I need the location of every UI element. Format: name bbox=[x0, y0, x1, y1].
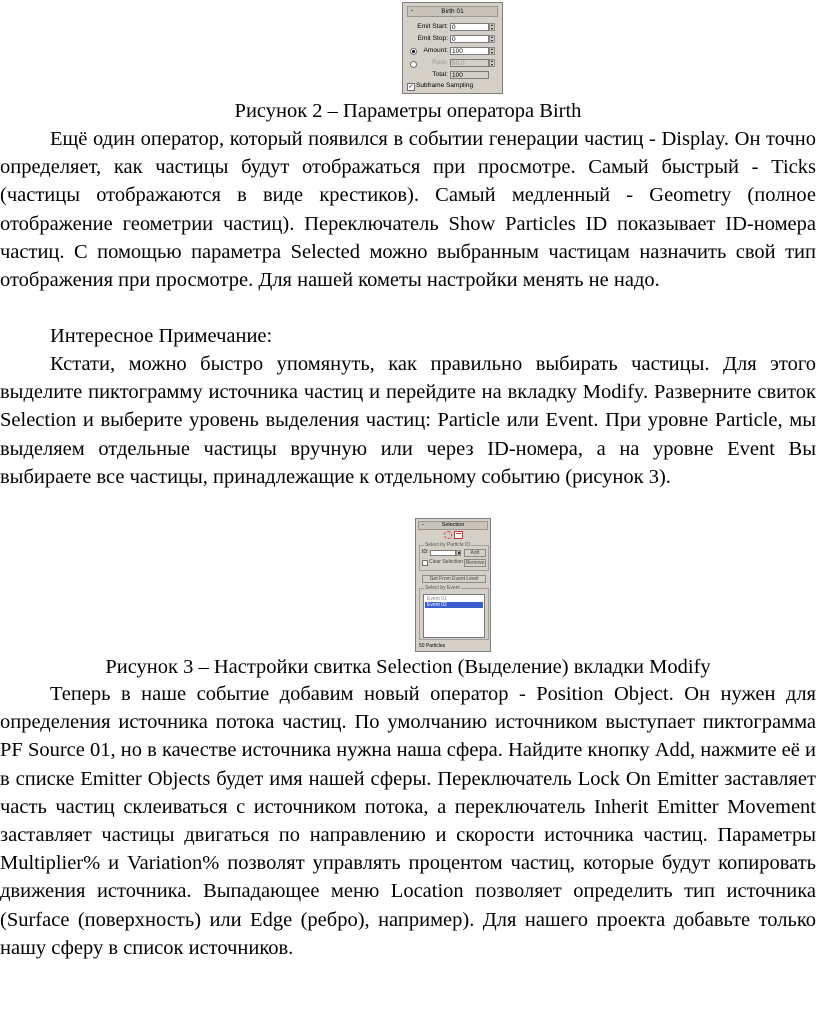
rate-label: Rate: bbox=[432, 59, 448, 66]
clear-selection-checkbox[interactable] bbox=[422, 560, 428, 566]
subframe-sampling-checkbox[interactable]: ✓ bbox=[408, 84, 414, 90]
rate-spinner[interactable] bbox=[489, 59, 495, 67]
select-by-id-label: Select by Particle ID bbox=[425, 542, 471, 548]
collapse-icon: - bbox=[422, 522, 424, 528]
amount-radio[interactable] bbox=[410, 48, 417, 55]
id-label: ID: bbox=[422, 549, 429, 555]
total-label: Total: bbox=[432, 71, 448, 78]
particle-id-spinner[interactable] bbox=[456, 550, 461, 556]
list-item[interactable]: Event 01 bbox=[427, 596, 447, 602]
rate-radio[interactable] bbox=[410, 61, 417, 68]
add-button[interactable]: Add bbox=[464, 549, 486, 557]
emit-start-field[interactable]: 0 bbox=[450, 23, 489, 31]
rollout-title: Selection bbox=[441, 522, 465, 528]
list-item[interactable]: Event 02 bbox=[425, 602, 483, 608]
particle-count-status: 50 Particles bbox=[419, 643, 446, 649]
particle-level-icon[interactable] bbox=[444, 531, 452, 539]
birth-rollout-panel bbox=[402, 2, 503, 94]
particle-id-field[interactable] bbox=[430, 550, 456, 556]
emit-stop-field[interactable]: 0 bbox=[450, 35, 489, 43]
select-by-event-label: Select by Event bbox=[425, 585, 460, 591]
paragraph-selection-tip: Кстати, можно быстро упомянуть, как правильно выбирать частицы. Для этого выделите пиктограмму источника частиц и перейдите на вкладку Modify. Разверните свиток Selection и выберите уровень выделения частиц: Particle или Event. При уровне Particle, мы выделяем отдельные частицы вручную или через ID-номера, а на уровне Event Вы выбираете все частицы, принадлежащие к отдельному событию (рисунок 3). bbox=[0, 353, 816, 488]
remove-button[interactable]: Remove bbox=[465, 560, 485, 566]
amount-label: Amount: bbox=[423, 47, 448, 54]
subframe-sampling-label: Subframe Sampling bbox=[416, 82, 474, 89]
event-level-icon[interactable] bbox=[454, 531, 463, 539]
figure3-caption: Рисунок 3 – Настройки свитка Selection (Выделение) вкладки Modify bbox=[105, 656, 711, 678]
amount-spinner[interactable] bbox=[489, 47, 495, 55]
emit-start-spinner[interactable] bbox=[489, 23, 495, 31]
selection-rollout-header[interactable] bbox=[418, 521, 488, 530]
collapse-icon: - bbox=[411, 8, 414, 15]
total-value: 100 bbox=[450, 71, 489, 79]
clear-selection-label: Clear Selection bbox=[429, 559, 463, 565]
emit-stop-label: Emit Stop: bbox=[417, 35, 448, 42]
get-from-event-level-button[interactable]: Get From Event Level bbox=[422, 575, 486, 583]
emit-stop-spinner[interactable] bbox=[489, 35, 495, 43]
select-by-id-group bbox=[419, 542, 489, 571]
rate-field[interactable]: 60,0 bbox=[450, 59, 489, 67]
select-by-event-group bbox=[419, 585, 489, 640]
rollout-title: Birth 01 bbox=[441, 8, 464, 15]
emit-start-label: Emit Start: bbox=[417, 23, 448, 30]
birth-rollout-header[interactable] bbox=[407, 6, 498, 17]
selection-rollout-panel bbox=[415, 518, 491, 652]
paragraph-note-heading: Интересное Примечание: bbox=[50, 325, 273, 347]
event-listbox[interactable] bbox=[423, 594, 485, 638]
paragraph-display-operator: Ещё один оператор, который появился в событии генерации частиц - Display. Он точно определяет, как частицы будут отображаться при просмотре. Самый быстрый - Ticks (частицы отображаются в виде крестиков). Самый медленный - Geometry (полное отображение геометрии частиц). Переключатель Show Particles ID показывает ID-номера частиц. С помощью параметра Selected можно выбранным частицам назначить свой тип отображения при просмотре. Для нашей кометы настройки менять не надо. bbox=[0, 128, 816, 292]
figure2-caption: Рисунок 2 – Параметры оператора Birth bbox=[234, 100, 582, 122]
paragraph-position-object: Теперь в наше событие добавим новый оператор - Position Object. Он нужен для определения источника потока частиц. По умолчанию источником выступает пиктограмма PF Source 01, но в качестве источника нужна наша сфера. Найдите кнопку Add, нажмите её и в списке Emitter Objects будет имя нашей сферы. Переключатель Lock On Emitter заставляет часть частиц склеиваться с источником потока, а переключатель Inherit Emitter Movement заставляет частицы двигаться по направлению и скорости источника частиц. Параметры Multiplier% и Variation% позволят управлять процентом частиц, которые будут копировать движения источника. Выпадающее меню Location позволяет определить тип источника (Surface (поверхность) или Edge (ребро), например). Для нашего проекта добавьте только нашу сферу в список источников. bbox=[0, 683, 816, 959]
amount-field[interactable]: 100 bbox=[450, 47, 489, 55]
